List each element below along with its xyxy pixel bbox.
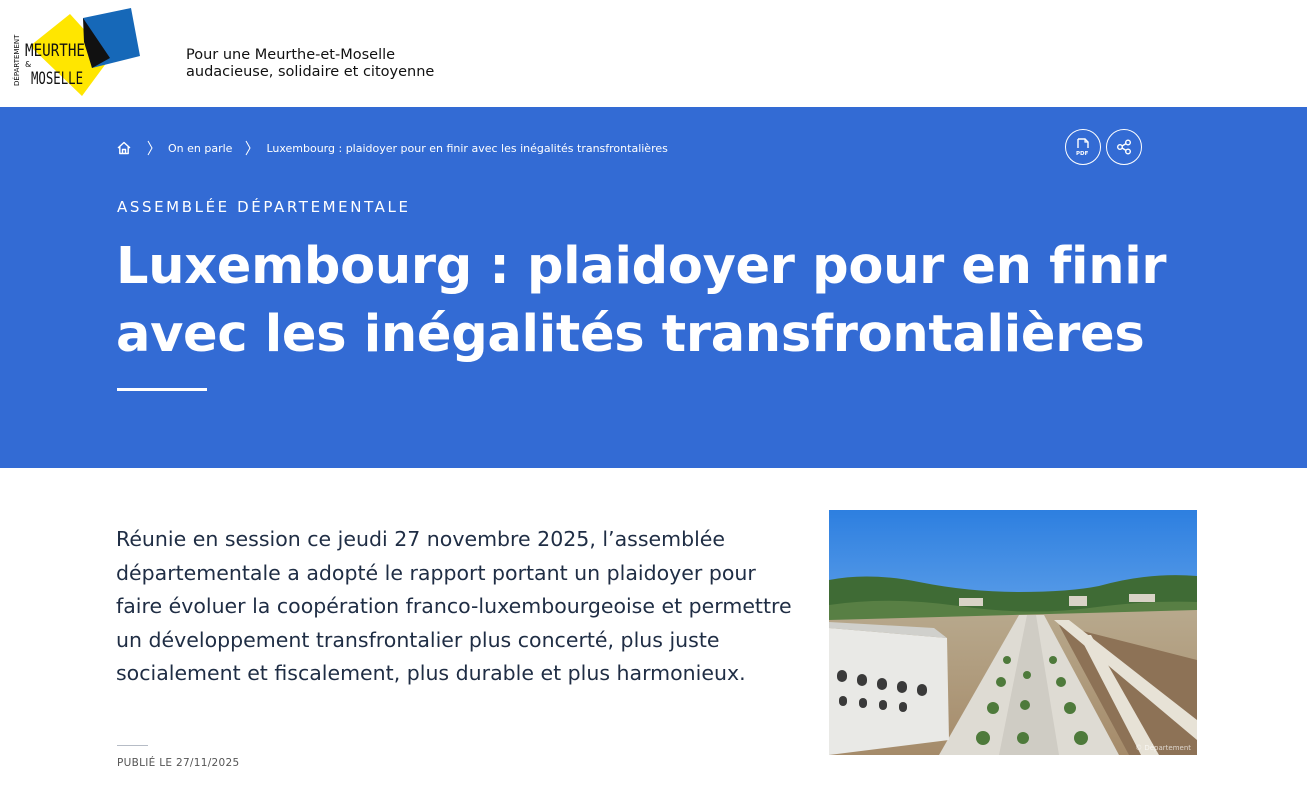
photo-credit: © Département [1135,744,1191,752]
svg-text:&: & [25,60,32,69]
svg-text:DÉPARTEMENT: DÉPARTEMENT [13,34,21,86]
tagline-line-1: Pour une Meurthe-et-Moselle [186,47,396,63]
home-icon[interactable] [116,139,134,157]
pdf-icon [1074,137,1092,157]
article-photo-illustration [829,510,1197,755]
tagline-line-2: audacieuse, solidaire et citoyenne [186,64,435,80]
breadcrumb-current-page: Luxembourg : plaidoyer pour en finir avec les inégalités transfrontalières [266,141,668,155]
breadcrumb-separator-icon [146,139,156,157]
site-logo[interactable] [10,6,142,98]
article-title-line-2: avec les inégalités transfrontalières [116,305,1145,364]
published-date: PUBLIÉ LE 27/11/2025 [117,757,240,769]
meta-divider [117,745,148,746]
site-tagline [186,47,434,81]
share-button[interactable] [1106,129,1142,165]
breadcrumb [116,137,668,159]
article-title-line-1: Luxembourg : plaidoyer pour en finir [116,237,1167,296]
breadcrumb-separator-icon [244,139,254,157]
article-hero [0,107,1307,468]
logo-mark [10,6,142,98]
download-pdf-button[interactable] [1065,129,1101,165]
article-category: ASSEMBLÉE DÉPARTEMENTALE [117,198,411,216]
title-underline [117,388,207,391]
breadcrumb-link-on-en-parle[interactable]: On en parle [168,141,233,155]
article-title [116,233,1226,369]
svg-text:MEURTHE: MEURTHE [25,41,85,61]
article-photo [829,510,1197,755]
article-lead: Réunie en session ce jeudi 27 novembre 2025, l’assemblée départementale a adopté le rapport portant un plaidoyer pour faire évoluer la coopération franco-luxembourgeoise et permettre un développement transfrontalier plus concerté, plus juste socialement et fiscalement, plus durable et plus harmonieux. [116,527,792,685]
share-icon [1115,138,1133,156]
article-tools [1065,129,1142,165]
svg-text:MOSELLE: MOSELLE [31,69,83,89]
site-header [0,0,1307,107]
svg-text:PDF: PDF [1076,151,1089,157]
